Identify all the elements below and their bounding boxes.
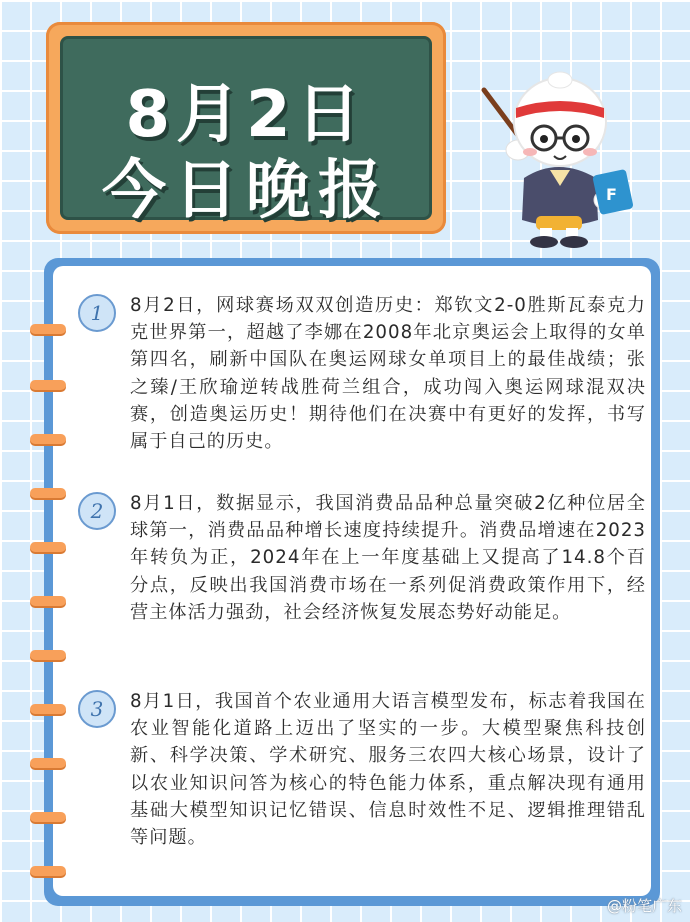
spiral-ring	[30, 758, 66, 768]
item-text: 8月1日，我国首个农业通用大语言模型发布，标志着我国在农业智能化道路上迈出了坚实的一步。大模型聚焦科技创新、科学决策、学术研究、服务三农四大核心场景，设计了以农业知识问答为核心的特色能力体系，重点解决现有通用基础大模型知识记忆错误、信息时效性不足、逻辑推理错乱等问题。	[130, 691, 646, 849]
spiral-ring	[30, 704, 66, 714]
item-number-badge: 3	[78, 690, 116, 728]
spiral-ring	[30, 596, 66, 606]
item-text: 8月2日，网球赛场双双创造历史：郑钦文2-0胜斯瓦泰克力克世界第一，超越了李娜在2008年北京奥运会上取得的女单第四名，刷新中国队在奥运网球女单项目上的最佳战绩；张之臻/王欣瑜逆转战胜荷兰组合，成功闯入奥运网球混双决赛，创造奥运历史！期待他们在决赛中有更好的发挥，书写属于自己的历史。	[130, 295, 646, 453]
watermark: @粉笔广东	[606, 897, 682, 915]
spiral-ring	[30, 434, 66, 444]
mascot-illustration	[478, 60, 638, 250]
spiral-ring	[30, 380, 66, 390]
item-number-badge: 1	[78, 294, 116, 332]
item-text: 8月1日，数据显示，我国消费品品种总量突破2亿种位居全球第一，消费品品种增长速度持续提升。消费品增速在2023年转负为正，2024年在上一年度基础上又提高了14.8个百分点，反映出我国消费市场在一系列促消费政策作用下，经营主体活力强劲，社会经济恢复发展态势好动能足。	[130, 493, 646, 623]
spiral-ring	[30, 542, 66, 552]
chalkboard	[60, 36, 432, 228]
spiral-ring	[30, 488, 66, 498]
spiral-ring	[30, 650, 66, 660]
badge-letter: F	[606, 185, 617, 204]
spiral-ring	[30, 324, 66, 334]
spiral-ring	[30, 812, 66, 822]
spiral-ring	[30, 866, 66, 876]
item-number-badge: 2	[78, 492, 116, 530]
page-title: 今日晚报	[102, 154, 390, 228]
page-title-date: 8月2日	[125, 78, 367, 152]
chalkboard-frame	[46, 22, 446, 234]
